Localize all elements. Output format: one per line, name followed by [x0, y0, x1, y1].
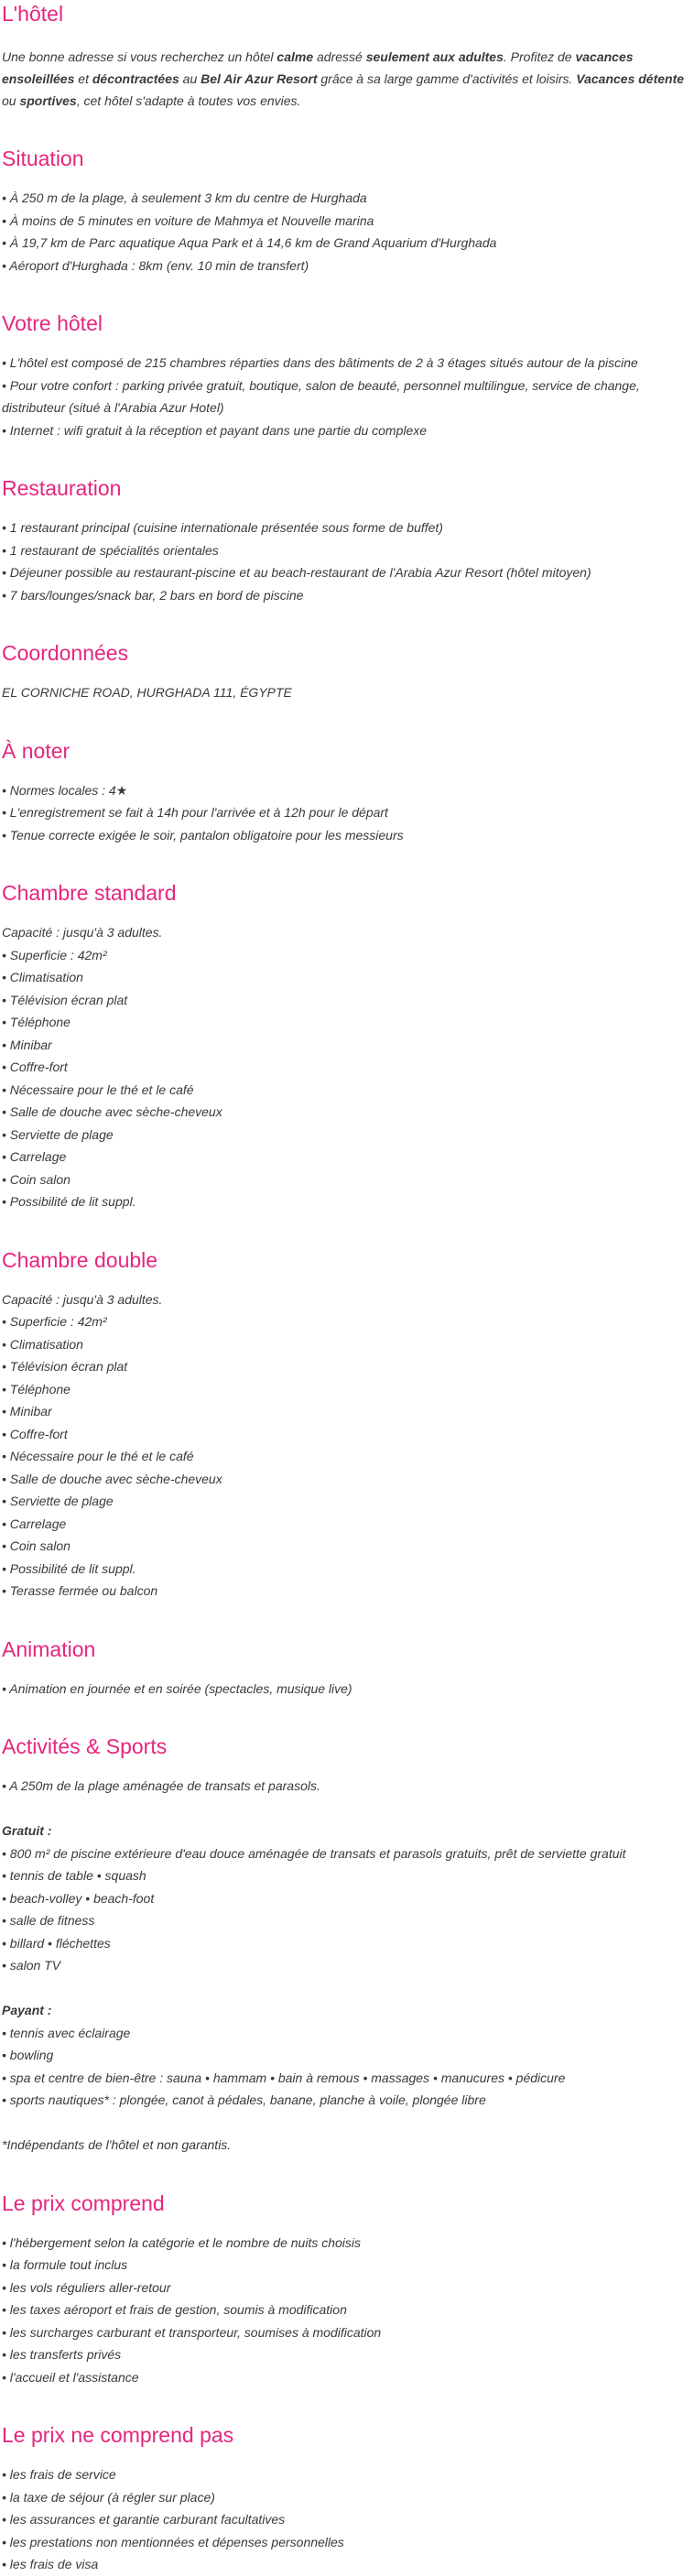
- list-item: • beach-volley • beach-foot: [2, 1890, 155, 1906]
- prix-ne-comprend-pas-list: [2, 2463, 687, 2576]
- section-chambre-double: [2, 1246, 687, 1603]
- list-item: • 800 m² de piscine extérieure d'eau douce aménagée de transats et parasols gratuits, prêt de serviette gratuit: [2, 1845, 626, 1861]
- list-item: • Coffre-fort: [2, 1426, 68, 1441]
- section-activites: [2, 1733, 687, 2157]
- list-item: • L'enregistrement se fait à 14h pour l'arrivée et à 12h pour le départ: [2, 805, 388, 820]
- list-item: • salle de fitness: [2, 1913, 95, 1928]
- list-item: • Télévision écran plat: [2, 1359, 128, 1374]
- list-item: • Coin salon: [2, 1171, 70, 1187]
- section-title-restauration: Restauration: [2, 476, 122, 500]
- section-title-situation: Situation: [2, 147, 84, 170]
- hotel-intro-paragraph: [2, 46, 687, 112]
- list-item: • Tenue correcte exigée le soir, pantalon obligatoire pour les messieurs: [2, 827, 404, 842]
- list-item: • À moins de 5 minutes en voiture de Mahmya et Nouvelle marina: [2, 212, 374, 228]
- list-item: • Coin salon: [2, 1538, 70, 1553]
- list-item: • les surcharges carburant et transporteur, soumises à modification: [2, 2324, 382, 2340]
- gratuit-list: [2, 1842, 687, 1977]
- section-situation: [2, 145, 687, 277]
- list-item: • Téléphone: [2, 1015, 70, 1029]
- list-item: • Pour votre confort : parking privée gratuit, boutique, salon de beauté, personnel multilingue, service de change, distributeur (situé à l'Arabia Azur Hotel): [2, 377, 640, 415]
- list-item: • Minibar: [2, 1037, 52, 1052]
- list-item: • Minibar: [2, 1404, 52, 1418]
- list-item: • les taxes aéroport et frais de gestion, soumis à modification: [2, 2302, 347, 2317]
- list-item: • Serviette de plage: [2, 1126, 114, 1142]
- list-item: • 1 restaurant principal (cuisine internationale présentée sous forme de buffet): [2, 520, 443, 535]
- list-item: • À 250 m de la plage, à seulement 3 km du centre de Hurghada: [2, 190, 367, 205]
- list-item: • les prestations non mentionnées et dépenses personnelles: [2, 2534, 344, 2549]
- list-item: • l'accueil et l'assistance: [2, 2369, 139, 2385]
- list-item: • billard • fléchettes: [2, 1935, 111, 1951]
- list-item: • tennis avec éclairage: [2, 2025, 131, 2040]
- intro-text: . Profitez de: [503, 49, 576, 64]
- list-item: • À 19,7 km de Parc aquatique Aqua Park et à 14,6 km de Grand Aquarium d'Hurghada: [2, 235, 497, 250]
- intro-emphasis: sportives: [19, 93, 77, 108]
- intro-text: et: [74, 71, 92, 86]
- intro-emphasis: calme: [277, 49, 314, 64]
- list-item: • tennis de table • squash: [2, 1868, 146, 1883]
- list-item: • les assurances et garantie carburant facultatives: [2, 2512, 286, 2527]
- intro-emphasis: Vacances détente: [576, 71, 685, 86]
- list-item: • Possibilité de lit suppl.: [2, 1194, 136, 1209]
- restauration-list: [2, 516, 687, 606]
- list-item: • Normes locales : 4★: [2, 782, 128, 798]
- list-item: • les frais de service: [2, 2467, 116, 2482]
- situation-list: [2, 187, 687, 277]
- list-item: • Serviette de plage: [2, 1494, 114, 1508]
- list-item: • Salle de douche avec sèche-cheveux: [2, 1104, 222, 1119]
- votre-hotel-list: [2, 352, 687, 441]
- intro-text: ou: [2, 93, 20, 108]
- animation-list: [2, 1678, 687, 1701]
- list-item: • Carrelage: [2, 1516, 67, 1531]
- list-item: • Superficie : 42m²: [2, 947, 107, 962]
- chambre-double-list: [2, 1288, 687, 1603]
- list-item: Capacité : jusqu'à 3 adultes.: [2, 1291, 163, 1307]
- intro-text: adressé: [313, 49, 366, 64]
- activites-intro: • A 250m de la plage aménagée de transats et parasols.: [2, 1778, 320, 1793]
- list-item: • la taxe de séjour (à régler sur place): [2, 2489, 215, 2505]
- section-title-chambre-standard: Chambre standard: [2, 881, 177, 905]
- list-item: • Téléphone: [2, 1381, 70, 1397]
- list-item: • sports nautiques* : plongée, canot à pédales, banane, planche à voile, plongée libre: [2, 2092, 486, 2107]
- section-prix-comprend: [2, 2190, 687, 2389]
- intro-text: au: [179, 71, 201, 86]
- chambre-standard-list: [2, 921, 687, 1213]
- section-title-animation: Animation: [2, 1636, 96, 1661]
- section-title-prix-comprend: Le prix comprend: [2, 2190, 165, 2215]
- list-item: • 7 bars/lounges/snack bar, 2 bars en bord de piscine: [2, 587, 304, 603]
- payant-list: [2, 2022, 687, 2112]
- prix-comprend-list: [2, 2232, 687, 2389]
- activites-note: *Indépendants de l'hôtel et non garantis.: [2, 2137, 232, 2152]
- list-item: • Climatisation: [2, 1336, 83, 1352]
- hotel-address: EL CORNICHE ROAD, HURGHADA 111, ÉGYPTE: [2, 685, 292, 700]
- payant-label: Payant :: [2, 2003, 52, 2017]
- list-item: • Télévision écran plat: [2, 992, 128, 1007]
- list-item: • Carrelage: [2, 1149, 67, 1164]
- section-votre-hotel: [2, 310, 687, 441]
- list-item: • les vols réguliers aller-retour: [2, 2279, 171, 2295]
- list-item: • la formule tout inclus: [2, 2257, 128, 2272]
- section-title-hotel: L'hôtel: [2, 2, 64, 26]
- section-hotel: [2, 0, 687, 112]
- section-title-coordonnees: Coordonnées: [2, 641, 129, 665]
- list-item: • salon TV: [2, 1958, 61, 1973]
- list-item: Capacité : jusqu'à 3 adultes.: [2, 925, 163, 940]
- section-animation: [2, 1636, 687, 1701]
- intro-text: , cet hôtel s'adapte à toutes vos envies.: [76, 93, 301, 108]
- list-item: • Animation en journée et en soirée (spectacles, musique live): [2, 1680, 352, 1696]
- list-item: • l'hébergement selon la catégorie et le nombre de nuits choisis: [2, 2234, 362, 2250]
- list-item: • les transferts privés: [2, 2347, 122, 2362]
- intro-text: Une bonne adresse si vous recherchez un hôtel: [2, 49, 277, 64]
- section-title-votre-hotel: Votre hôtel: [2, 311, 103, 335]
- list-item: • Nécessaire pour le thé et le café: [2, 1449, 194, 1463]
- list-item: • Possibilité de lit suppl.: [2, 1560, 136, 1576]
- list-item: • Terasse fermée ou balcon: [2, 1583, 158, 1598]
- section-coordonnees: [2, 639, 687, 704]
- a-noter-list: [2, 779, 687, 847]
- section-restauration: [2, 474, 687, 606]
- intro-emphasis: seulement aux adultes: [365, 49, 504, 64]
- list-item: • 1 restaurant de spécialités orientales: [2, 542, 219, 558]
- gratuit-label: Gratuit :: [2, 1823, 52, 1838]
- list-item: • Déjeuner possible au restaurant-piscine et au beach-restaurant de l'Arabia Azur Resort (hôtel mitoyen): [2, 565, 591, 580]
- list-item: • Internet : wifi gratuit à la réception et payant dans une partie du complexe: [2, 422, 428, 438]
- intro-text: grâce à sa large gamme d'activités et loisirs.: [317, 71, 577, 86]
- list-item: • L'hôtel est composé de 215 chambres réparties dans des bâtiments de 2 à 3 étages situés autour de la piscine: [2, 355, 638, 370]
- section-title-chambre-double: Chambre double: [2, 1247, 158, 1272]
- list-item: • les frais de visa: [2, 2557, 99, 2571]
- intro-emphasis: Bel Air Azur Resort: [201, 71, 318, 86]
- section-prix-ne-comprend-pas: [2, 2421, 687, 2576]
- section-title-prix-ne-comprend-pas: Le prix ne comprend pas: [2, 2423, 234, 2447]
- section-a-noter: [2, 737, 687, 847]
- list-item: • Aéroport d'Hurghada : 8km (env. 10 min de transfert): [2, 257, 309, 273]
- list-item: • bowling: [2, 2048, 54, 2062]
- section-title-a-noter: À noter: [2, 738, 70, 763]
- list-item: • Climatisation: [2, 970, 83, 984]
- section-title-activites: Activités & Sports: [2, 1734, 168, 1758]
- list-item: • Salle de douche avec sèche-cheveux: [2, 1471, 222, 1486]
- list-item: • Coffre-fort: [2, 1060, 68, 1074]
- intro-emphasis: décontractées: [92, 71, 179, 86]
- list-item: • spa et centre de bien-être : sauna • hammam • bain à remous • massages • manucures • pédicure: [2, 2070, 566, 2085]
- list-item: • Superficie : 42m²: [2, 1314, 107, 1329]
- intro-emphasis: vacances ensoleillées: [2, 49, 634, 86]
- section-chambre-standard: [2, 879, 687, 1213]
- list-item: • Nécessaire pour le thé et le café: [2, 1081, 194, 1097]
